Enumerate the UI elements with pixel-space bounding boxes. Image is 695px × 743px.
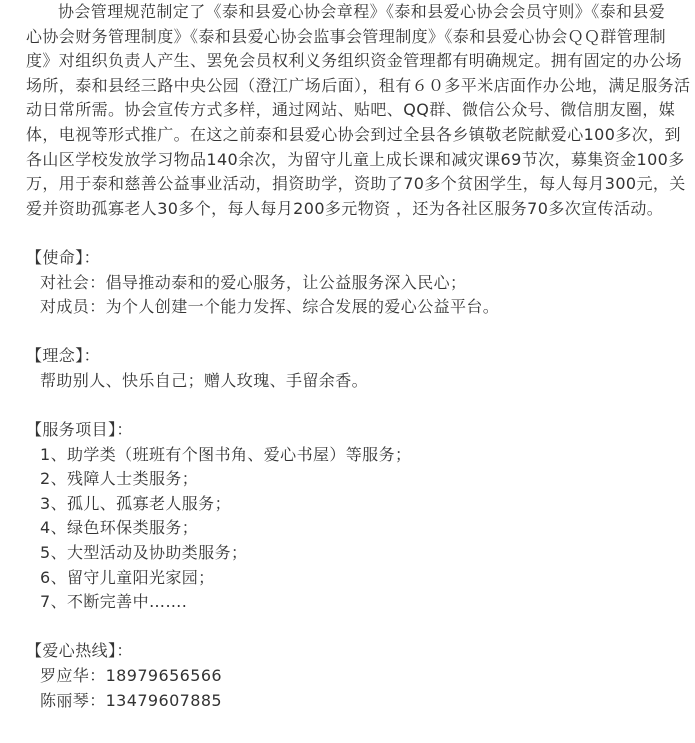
intro-line: 体，电视等形式推广。在这之前泰和县爱心协会到过全县各乡镇敬老院献爱心100多次，到 [26, 124, 681, 144]
intro-line: 万，用于泰和慈善公益事业活动，捐资助学，资助了70多个贫困学生，每人每月300元，关 [26, 174, 686, 194]
mission-section [26, 246, 695, 320]
mission-line: 对成员：为个人创建一个能力发挥、综合发展的爱心公益平台。 [40, 297, 500, 317]
paragraph-gap [26, 221, 695, 246]
hotline-section [26, 639, 695, 713]
hotline-contact: 陈丽琴：13479607885 [40, 690, 222, 710]
paragraph-gap [26, 320, 695, 345]
service-item: 4、绿色环保类服务； [40, 518, 199, 538]
services-section [26, 418, 695, 615]
service-item: 5、大型活动及协助类服务； [40, 543, 248, 563]
intro-line: 各山区学校发放学习物品140余次，为留守儿童上成长课和减灾课69节次，募集资金100多 [26, 149, 685, 169]
service-item: 3、孤儿、孤寡老人服务； [40, 493, 231, 513]
intro-line: 心协会财务管理制度》《泰和县爱心协会监事会管理制度》《泰和县爱心协会ＱＱ群管理制 [26, 26, 667, 46]
paragraph-gap [26, 615, 695, 640]
intro-line: 爱并资助孤寡老人30多个，每人每月200多元物资 ，还为各社区服务70多次宣传活动。 [26, 198, 664, 218]
intro-line: 动日常所需。协会宣传方式多样，通过网站、贴吧、QQ群、微信公众号、微信朋友圈，媒 [26, 100, 676, 120]
service-item: 1、助学类（班班有个图书角、爱心书屋）等服务； [40, 444, 412, 464]
service-item: 2、残障人士类服务； [40, 469, 199, 489]
philosophy-line: 帮助别人、快乐自己；赠人玫瑰、手留余香。 [40, 370, 369, 390]
mission-line: 对社会：倡导推动泰和的爱心服务，让公益服务深入民心； [40, 272, 467, 292]
mission-title: 【使命】： [26, 247, 101, 267]
philosophy-title: 【理念】： [26, 346, 101, 366]
intro-paragraph [26, 0, 695, 221]
intro-line: 场所，泰和县经三路中央公园（澄江广场后面），租有６０多平米店面作办公地，满足服务活 [26, 75, 691, 95]
service-item: 6、留守儿童阳光家园； [40, 567, 215, 587]
paragraph-gap [26, 394, 695, 419]
services-title: 【服务项目】： [26, 420, 133, 440]
intro-line: 协会管理规范制定了《泰和县爱心协会章程》《泰和县爱心协会会员守则》《泰和县爱 [58, 2, 666, 21]
hotline-contact: 罗应华：18979656566 [40, 666, 222, 686]
hotline-title: 【爱心热线】： [26, 641, 133, 661]
intro-line: 度》对组织负责人产生、罢免会员权利义务组织资金管理都有明确规定。拥有固定的办公场 [26, 51, 683, 71]
philosophy-section [26, 344, 695, 393]
service-item: 7、不断完善中……. [40, 592, 188, 612]
